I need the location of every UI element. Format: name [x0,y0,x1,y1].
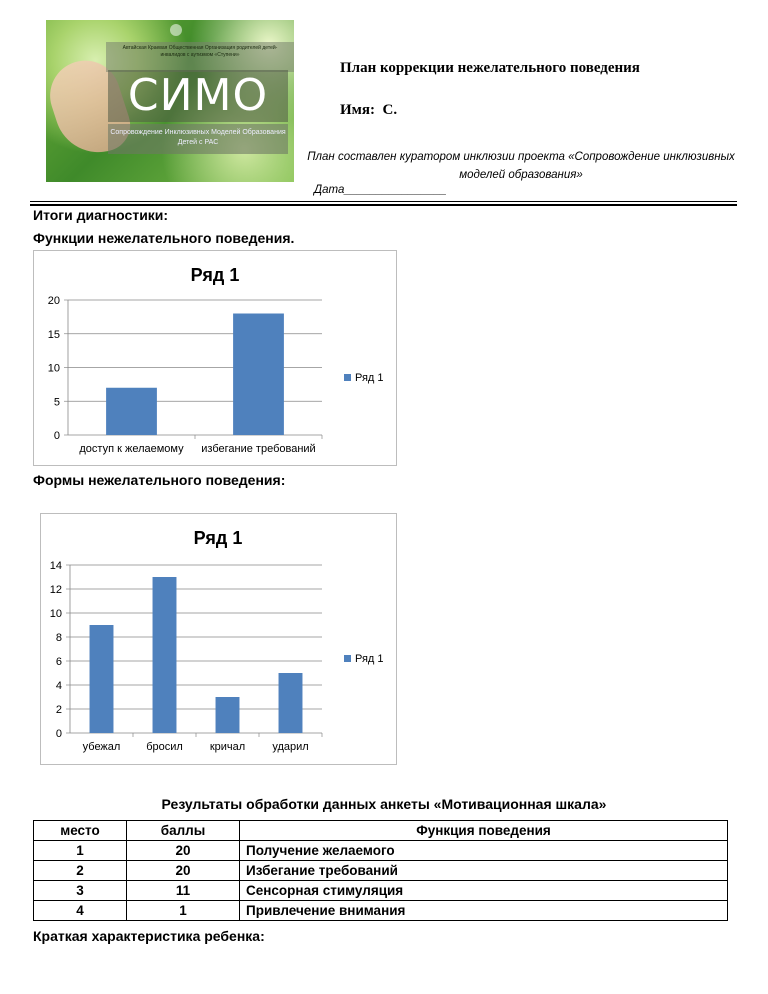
table-cell: 2 [34,861,127,881]
column-header-place: место [34,821,127,841]
name-label: Имя: [340,102,375,118]
date-field: Дата________________ [314,184,447,196]
chart-title: Ряд 1 [193,528,243,548]
table-row [34,841,728,861]
bar [216,697,240,733]
table-cell: Сенсорная стимуляция [240,881,728,901]
organization-emblem-icon [170,24,182,36]
logo-word: СИМО [108,70,288,122]
y-tick-label: 15 [47,328,60,341]
forms-chart [40,513,397,765]
table-heading: Результаты обработки данных анкеты «Мотивационная шкала» [161,796,607,812]
functions-chart-svg [34,251,396,465]
legend-label: Ряд 1 [355,372,384,384]
legend-swatch [344,374,351,381]
header-divider-thick [30,204,737,206]
bar [153,577,177,733]
forms-chart-svg [41,514,396,764]
y-tick-label: 0 [53,430,60,442]
x-tick-label: бросил [146,741,183,753]
y-tick-label: 10 [49,608,62,620]
bar [279,673,303,733]
bar [106,388,157,435]
x-tick-label: убежал [82,741,121,753]
table-cell: Избегание требований [240,861,728,881]
simo-logo [46,20,294,182]
y-tick-label: 0 [55,728,62,740]
table-row [34,901,728,921]
table-row [34,861,728,881]
y-tick-label: 10 [47,362,60,375]
table-cell: 11 [127,881,240,901]
y-tick-label: 12 [49,584,62,596]
logo-subtitle: Сопровождение Инклюзивных Моделей Образования Детей с РАС [108,124,288,154]
y-tick-label: 2 [55,704,62,716]
functions-chart [33,250,397,466]
header-divider [30,201,737,202]
legend-label: Ряд 1 [355,653,384,665]
functions-heading: Функции нежелательного поведения. [33,230,295,246]
legend-swatch [344,655,351,662]
y-tick-label: 8 [55,632,62,644]
x-tick-label: кричал [209,741,246,753]
table-cell: 20 [127,861,240,881]
table-cell: Привлечение внимания [240,901,728,921]
page-title: План коррекции нежелательного поведения [340,60,640,76]
table-cell: 20 [127,841,240,861]
author-note: План составлен куратором инклюзии проекта «Сопровождение инклюзивных моделей образования» [307,151,735,181]
table-cell: 4 [34,901,127,921]
y-tick-label: 5 [53,396,60,409]
name-value: С. [382,102,398,118]
x-tick-label: избегание требований [201,443,316,455]
diagnostics-heading: Итоги диагностики: [33,207,169,223]
table-row [34,881,728,901]
table-cell: 1 [34,841,127,861]
characteristics-heading: Краткая характеристика ребенка: [33,928,265,944]
table-header-row [34,821,728,841]
x-tick-label: доступ к желаемому [79,443,184,455]
child-name [340,102,397,119]
y-tick-label: 4 [55,680,62,692]
y-tick-label: 6 [55,656,62,668]
y-tick-label: 14 [49,560,62,572]
forms-heading: Формы нежелательного поведения: [33,472,286,488]
chart-title: Ряд 1 [190,265,240,285]
table-cell: 3 [34,881,127,901]
bar [233,314,284,436]
logo-banner [106,42,294,72]
column-header-function: Функция поведения [240,821,728,841]
motivation-scale-table [33,820,728,921]
table-cell: 1 [127,901,240,921]
table-cell: Получение желаемого [240,841,728,861]
logo-banner-text: Автайская Краевая Общественная Организация родителей детей-инвалидов с аутизмом «Ступени» [122,45,278,58]
x-tick-label: ударил [272,741,309,753]
column-header-score: баллы [127,821,240,841]
y-tick-label: 20 [47,295,60,307]
bar [90,625,114,733]
